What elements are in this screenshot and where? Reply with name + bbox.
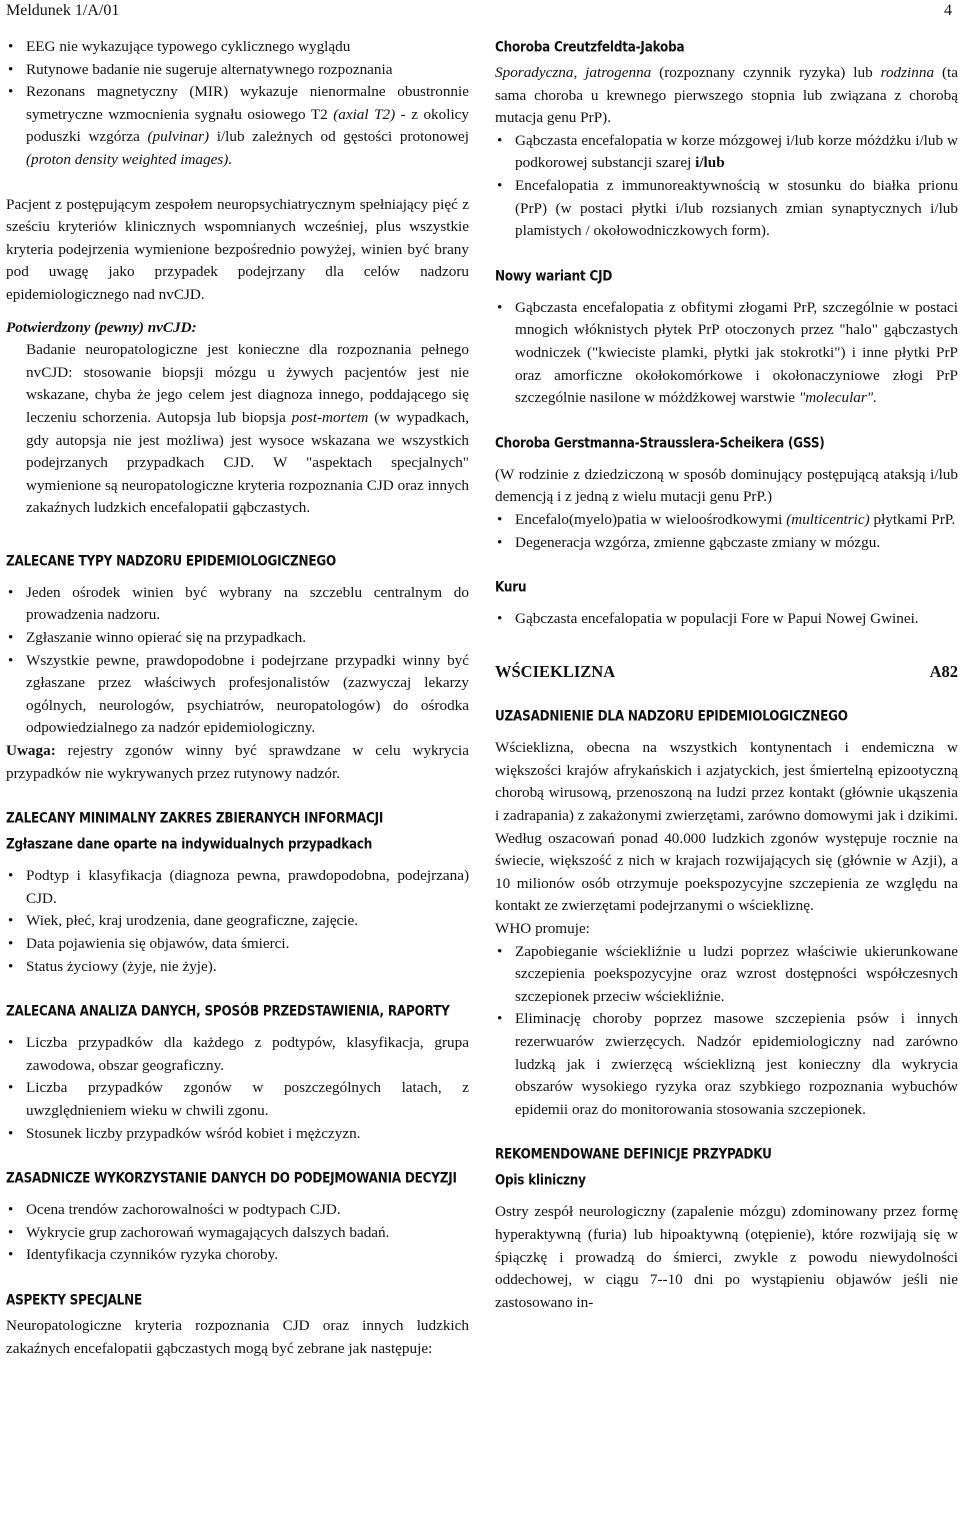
subheading-kuru: Kuru xyxy=(495,579,527,596)
list-item: • Wiek, płeć, kraj urodzenia, dane geograficzne, zajęcie. xyxy=(6,910,469,933)
list-item: • Liczba przypadków dla każdego z podtypów, klasyfikacja, grupa zawodowa, obszar geograficzny. xyxy=(6,1032,469,1077)
list-item: • Status życiowy (żyje, nie żyje). xyxy=(6,956,469,979)
disease-title: WŚCIEKLIZNA xyxy=(495,661,616,681)
cjd-paragraph: Sporadyczna, jatrogenna (rozpoznany czynnik ryzyka) lub rodzinna (ta sama choroba u krewnego pierwszego stopnia lub związana z chorobą mutacja genu PrP). xyxy=(495,64,958,127)
subheading-clinical: Opis kliniczny xyxy=(495,1172,586,1189)
section-heading-surveillance-types: ZALECANE TYPY NADZORU EPIDEMIOLOGICZNEGO xyxy=(6,552,336,569)
list-item: • Stosunek liczby przypadków wśród kobiet i mężczyzn. xyxy=(6,1123,469,1146)
subheading-cjd: Choroba Creutzfeldta-Jakoba xyxy=(495,38,685,56)
list-item: • Wykrycie grup zachorowań wymagających dalszych badań. xyxy=(6,1222,469,1245)
kuru-criteria-list xyxy=(495,608,958,631)
list-item: • Rutynowe badanie nie sugeruje alternatywnego rozpoznania xyxy=(6,59,469,82)
list-item: • Wszystkie pewne, prawdopodobne i podejrzane przypadki winny być zgłaszane przez właściwych profesjonalistów (zazwyczaj lekarzy ogólnych, neurologów, psychiatrów, neuropatologów) do ośrodka odpowiedzialnego za nadzór epidemiologiczny. xyxy=(6,650,469,740)
section-heading-principles: ZASADNICZE WYKORZYSTANIE DANYCH DO PODEJMOWANIA DECYZJI xyxy=(6,1170,457,1187)
clinical-paragraph: Ostry zespół neurologiczny (zapalenie mózgu) zdominowany przez formę hyperaktywną (furia) lub hipoaktywną (otępienie), które rozwijają się w śpiączkę i prowadzą do śmierci, zwykle z powodu niewydolności oddechowej, w ciągu 7--10 dni po wystąpieniu objawów jeśli nie zastosowano in- xyxy=(495,1203,958,1311)
list-item: • Degeneracja wzgórza, zmienne gąbczaste zmiany w mózgu. xyxy=(495,532,958,555)
icd-code: A82 xyxy=(929,661,958,681)
analysis-list xyxy=(6,1032,469,1145)
page-number: 4 xyxy=(944,2,952,19)
list-item: • EEG nie wykazujące typowego cyklicznego wyglądu xyxy=(6,36,469,59)
subheading-gss: Choroba Gerstmanna-Strausslera-Scheikera (GSS) xyxy=(495,434,825,451)
list-item: • Zapobieganie wściekliźnie u ludzi poprzez właściwie ukierunkowane szczepienia poekspozycyjne oraz wzrost dostępności współczesnych szczepionek przeciw wściekliźnie. xyxy=(495,941,958,1009)
disease-title-row xyxy=(495,661,958,684)
list-item: • Gąbczasta encefalopatia w korze mózgowej i/lub korze móżdżku i/lub w podkorowej substancji szarej i/lub xyxy=(495,130,958,175)
who-promotes-label: WHO promuje: xyxy=(495,920,590,938)
subheading-nvcjd: Nowy wariant CJD xyxy=(495,267,613,284)
section-heading-rationale: UZASADNIENIE DLA NADZORU EPIDEMIOLOGICZNEGO xyxy=(495,708,848,725)
list-item: • Gąbczasta encefalopatia w populacji Fore w Papui Nowej Gwinei. xyxy=(495,608,958,631)
list-item: • Jeden ośrodek winien być wybrany na szczeblu centralnym do prowadzenia nadzoru. xyxy=(6,582,469,627)
principles-list xyxy=(6,1199,469,1267)
list-item: • Encefalopatia z immunoreaktywnością w stosunku do białka prionu (PrP) (w postaci płytki i/lub rozsianych zmian synaptycznych i/lub plamistych / okołowodniczkowych form). xyxy=(495,175,958,243)
list-item: • Identyfikacja czynników ryzyka choroby. xyxy=(6,1244,469,1267)
running-header: Meldunek 1/A/01 xyxy=(6,2,120,19)
gss-criteria-list xyxy=(495,509,958,554)
confirmed-paragraph: Badanie neuropatologiczne jest konieczne dla rozpoznania pełnego nvCJD: stosowanie biopsji mózgu u żywych pacjentów jest nie wskazane, chyba że jego celem jest diagnoza innego, poddającego się leczeniu schorzenia. Autopsja lub biopsja post-mortem (w wypadkach, gdy autopsja nie jest możliwa) jest wysoce wskazana we wszystkich podejrzanych przypadkach CJD. W "aspektach specjalnych" wymienione są neuropatologiczne kryteria rozpoznania CJD oraz innych zakaźnych ludzkich encefalopatii gąbczastych. xyxy=(26,341,469,517)
confirmed-heading: Potwierdzony (pewny) nvCJD: xyxy=(6,318,197,336)
note-paragraph: Uwaga: rejestry zgonów winny być sprawdzane w celu wykrycia przypadków nie wykrywanych przez rutynowy nadzór. xyxy=(6,742,469,782)
cjd-criteria-list xyxy=(495,130,958,243)
list-item: • Podtyp i klasyfikacja (diagnoza pewna, prawdopodobna, podejrzana) CJD. xyxy=(6,865,469,910)
section-heading-case-definitions: REKOMENDOWANE DEFINICJE PRZYPADKU xyxy=(495,1146,772,1163)
list-item-mri: • Rezonans magnetyczny (MIR) wykazuje nienormalne obustronnie symetryczne wzmocnienia sygnału osiowego T2 (axial T2) - z okolicy poduszki wzgórza (pulvinar) i/lub zależnych od gęstości protonowej (proton density weighted images). xyxy=(6,81,469,171)
gss-paragraph: (W rodzinie z dziedziczoną w sposób dominujący postępującą ataksją i/lub demencją i z jedną z wielu mutacji genu PrP.) xyxy=(495,465,958,506)
special-aspects-paragraph: Neuropatologiczne kryteria rozpoznania CJD oraz innych ludzkich zakaźnych encefalopatii gąbczastych mogą być zebrane jak następuje: xyxy=(6,1316,469,1357)
list-item: • Liczba przypadków zgonów w poszczególnych latach, z uwzględnieniem wieku w chwili zgonu. xyxy=(6,1077,469,1122)
list-item: • Encefalo(myelo)patia w wieloośrodkowymi (multicentric) płytkami PrP. xyxy=(495,509,958,532)
right-column xyxy=(495,36,958,1314)
who-list xyxy=(495,941,958,1122)
case-data-list xyxy=(6,865,469,978)
left-column xyxy=(6,36,469,1360)
rationale-paragraph: Wścieklizna, obecna na wszystkich kontynentach i endemiczna w większości krajów afrykańskich i azjatyckich, jest śmiertelną epizootyczną chorobą wirusową, przenoszoną na ludzi przez kontakt (głównie ukąszenia i zadrapania) z zakażonymi zwierzętami, zarówno domowymi jak i dzikimi. Według oszacowań ponad 40.000 ludzkich zgonów występuje rocznie na świecie, większość z nich w krajach rozwijających się (głównie w Azji), a 10 milionów osób otrzymuje poekspozycyjne szczepienia ze względu na kontakt ze zwierzętami podejrzanymi o wściekliznę. xyxy=(495,739,958,915)
list-item: • Zgłaszanie winno opierać się na przypadkach. xyxy=(6,627,469,650)
list-item: • Data pojawienia się objawów, data śmierci. xyxy=(6,933,469,956)
list-item: • Gąbczasta encefalopatia z obfitymi złogami PrP, szczególnie w postaci mnogich włóknistych płytek PrP otoczonych przez "halo" gąbczastych wodniczek ("kwieciste plamki, płytki jak stokrotki") i inne płytki PrP oraz amorficzne okołokomórkowe i okołonaczyniowe złogi PrP szczególnie nasilone w móżdżkowej warstwie "molecular". xyxy=(495,297,958,410)
surveillance-types-list xyxy=(6,582,469,740)
section-heading-special-aspects: ASPEKTY SPECJALNE xyxy=(6,1291,142,1308)
subheading-case-data: Zgłaszane dane oparte na indywidualnych przypadkach xyxy=(6,836,373,853)
section-heading-analysis: ZALECANA ANALIZA DANYCH, SPOSÓB PRZEDSTAWIENIA, RAPORTY xyxy=(6,1003,450,1020)
section-heading-minimum-data: ZALECANY MINIMALNY ZAKRES ZBIERANYCH INFORMACJI xyxy=(6,810,384,827)
list-item: • Eliminację choroby poprzez masowe szczepienia psów i innych rezerwuarów zwierzęcych. Nadzór epidemiologiczny nad zarówno ludzką jak i zwierzęcą wścieklizną jest konieczny dla wykrycia obszarów wysokiego ryzyka oraz szybkiego rozpoznania wybuchów epidemii oraz do monitorowania stosowania szczepionek. xyxy=(495,1008,958,1121)
probable-case-paragraph: Pacjent z postępującym zespołem neuropsychiatrycznym spełniający pięć z sześciu kryteriów klinicznych wspomnianych wcześniej, plus wszystkie kryteria podejrzenia wymienione bezpośrednio powyżej, winien być brany pod uwagę jako przypadek podejrzany dla celów nadzoru epidemiologicznego nad nvCJD. xyxy=(6,195,469,303)
nvcjd-criteria-list xyxy=(495,297,958,410)
list-item: • Ocena trendów zachorowalności w podtypach CJD. xyxy=(6,1199,469,1222)
eeg-criteria-list xyxy=(6,36,469,172)
